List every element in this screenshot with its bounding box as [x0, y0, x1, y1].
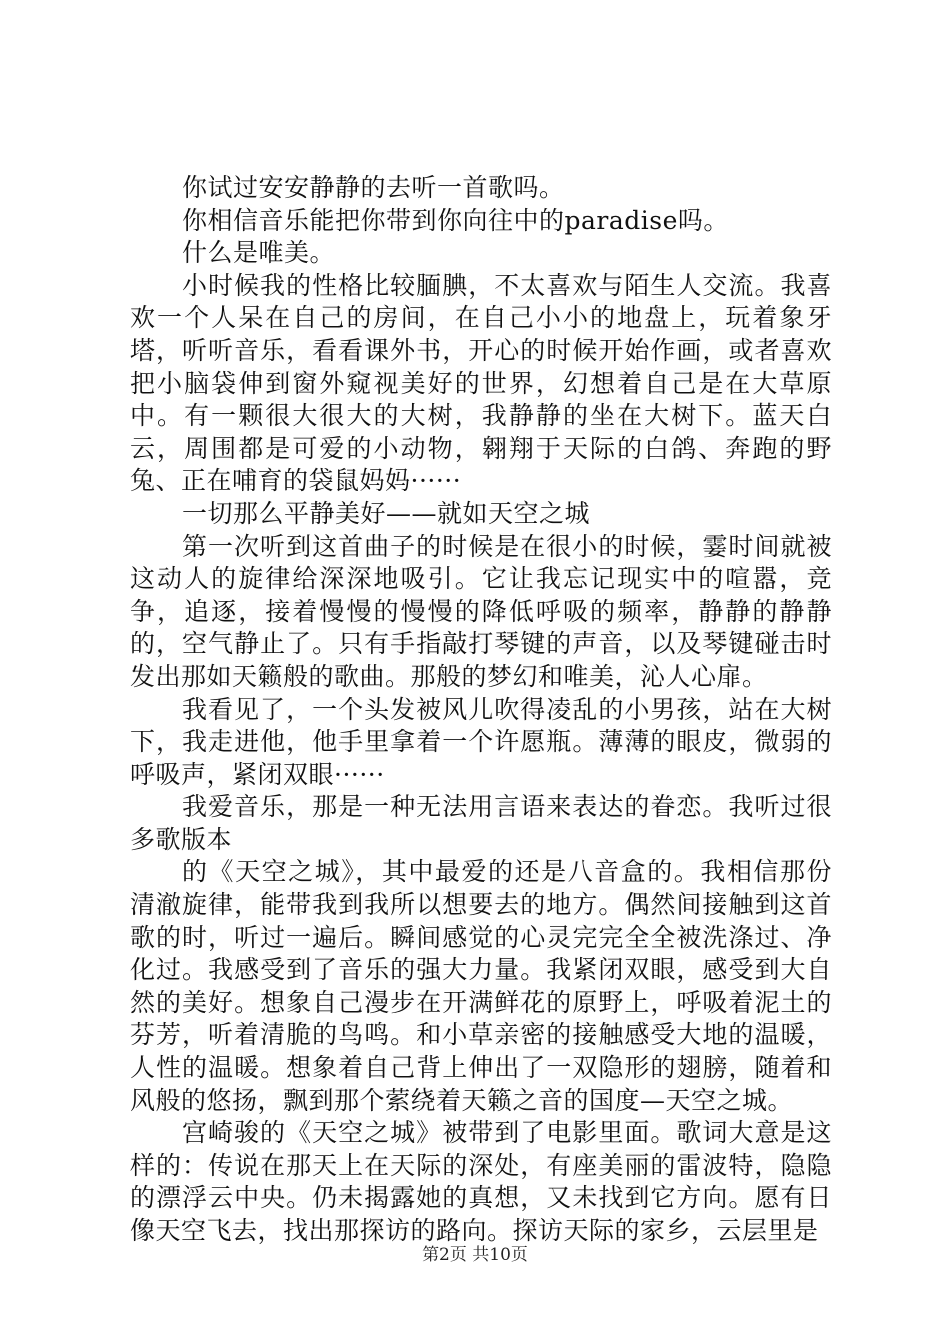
- paragraph: 什么是唯美。: [182, 238, 336, 268]
- paragraph: 小时候我的性格比较腼腆，不太喜欢与陌生人交流。我喜欢一个人呆在自己的房间，在自己小小的地盘上，玩着象牙塔，听听音乐，看看课外书，开心的时候开始作画，或者喜欢把小脑袋伸到窗外窥视美好的世界，幻想着自己是在大草原中。有一颗很大很大的大树，我静静的坐在大树下。蓝天白云，周围都是可爱的小动物，翱翔于天际的白鸽、奔跑的野兔、正在哺育的袋鼠妈妈······: [130, 270, 832, 496]
- paragraph: 宫崎骏的《天空之城》被带到了电影里面。歌词大意是这样的：传说在那天上在天际的深处，有座美丽的雷波特，隐隐的漂浮云中央。仍未揭露她的真想，又未找到它方向。愿有日像天空飞去，找出那探访的路向。探访天际的家乡，云层里是: [130, 1118, 832, 1245]
- paragraph: 你相信音乐能把你带到你向往中的paradise吗。: [182, 205, 729, 235]
- document-body: [130, 172, 832, 1248]
- paragraph: 我爱音乐，那是一种无法用言语来表达的眷恋。我听过很多歌版本: [130, 792, 832, 854]
- paragraph: 一切那么平静美好——就如天空之城: [182, 498, 591, 528]
- paragraph: 你试过安安静静的去听一首歌吗。: [182, 173, 565, 202]
- paragraph: 的《天空之城》，其中最爱的还是八音盒的。我相信那份清澈旋律，能带我到我所以想要去的地方。偶然间接触到这首歌的时，听过一遍后。瞬间感觉的心灵完完全全被洗涤过、净化过。我感受到了音乐的强大力量。我紧闭双眼，感受到大自然的美好。想象自己漫步在开满鲜花的原野上，呼吸着泥土的芬芳，听着清脆的鸟鸣。和小草亲密的接触感受大地的温暖，人性的温暖。想象着自己背上伸出了一双隐形的翅膀，随着和风般的悠扬，飘到那个萦绕着天籁之音的国度—天空之城。: [130, 857, 832, 1115]
- page-footer: 第2页 共10页: [422, 1245, 528, 1265]
- paragraph: 第一次听到这首曲子的时候是在很小的时候，霎时间就被这动人的旋律给深深地吸引。它让我忘记现实中的喧嚣，竞争，追逐，接着慢慢的慢慢的降低呼吸的频率，静静的静静的，空气静止了。只有手指敲打琴键的声音，以及琴键碰击时发出那如天籁般的歌曲。那般的梦幻和唯美，沁人心扉。: [130, 531, 832, 691]
- paragraph: 我看见了，一个头发被风儿吹得凌乱的小男孩，站在大树下，我走进他，他手里拿着一个许愿瓶。薄薄的眼皮，微弱的呼吸声，紧闭双眼······: [130, 694, 832, 789]
